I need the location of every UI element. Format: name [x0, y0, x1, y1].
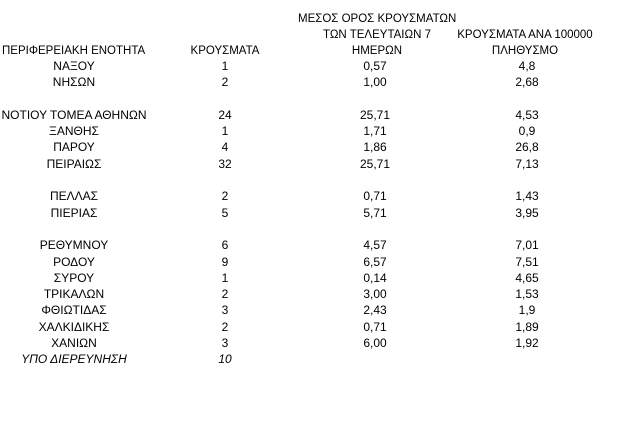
average-cell: 0,14: [363, 270, 387, 285]
per-100000-cell: 1,9: [518, 303, 536, 318]
table-row: [0, 319, 618, 335]
table-row: [0, 74, 618, 90]
average-cell: 1,71: [363, 124, 387, 139]
cases-cell: 32: [218, 156, 232, 171]
per-100000-cell: 0,9: [518, 124, 536, 139]
average-cell: 6,57: [363, 254, 387, 269]
per-100000-cell: 4,53: [515, 107, 539, 122]
region-cell: ΠΙΕΡΙΑΣ: [50, 205, 98, 220]
average-cell: 1,86: [363, 140, 387, 155]
per-100000-cell: 2,68: [515, 75, 539, 90]
table-row: [0, 302, 618, 318]
column-header-line: ΠΛΗΘΥΣΜΟ: [491, 45, 559, 57]
per-100000-cell: 26,8: [515, 140, 539, 155]
average-cell: 0,71: [363, 319, 387, 334]
table-row: [0, 156, 618, 172]
cases-cell: 2: [221, 75, 229, 90]
column-header-cases: ΚΡΟΥΣΜΑΤΑ: [190, 45, 260, 57]
table-row: [0, 205, 618, 221]
cases-cell: 10: [218, 352, 232, 367]
table-row: [0, 254, 618, 270]
average-cell: 5,71: [363, 205, 387, 220]
per-100000-cell: 1,92: [515, 336, 539, 351]
cases-cell: 1: [221, 270, 229, 285]
region-cell: ΠΕΙΡΑΙΩΣ: [46, 156, 102, 171]
column-header-line: ΚΡΟΥΣΜΑΤΑ ΑΝΑ 100000: [457, 29, 593, 41]
average-cell: 25,71: [359, 107, 391, 122]
region-cell: ΧΑΝΙΩΝ: [51, 336, 97, 351]
table-row: [0, 286, 618, 302]
average-cell: 2,43: [363, 303, 387, 318]
blank-row: [0, 172, 618, 188]
cases-cell: 2: [221, 287, 229, 302]
region-cell: ΞΑΝΘΗΣ: [49, 124, 99, 139]
cases-cell: 24: [218, 107, 232, 122]
cases-cell: 4: [221, 140, 229, 155]
average-cell: 3,00: [363, 287, 387, 302]
table-row-under-investigation: [0, 351, 618, 367]
table-body: [0, 58, 618, 368]
per-100000-cell: 3,95: [515, 205, 539, 220]
region-cell: ΤΡΙΚΑΛΩΝ: [43, 287, 105, 302]
column-header-line: ΗΜΕΡΩΝ: [351, 45, 403, 57]
blank-row: [0, 91, 618, 107]
average-cell: 6,00: [363, 336, 387, 351]
cases-cell: 6: [221, 238, 229, 253]
cases-cell: 3: [221, 336, 229, 351]
table-row: [0, 237, 618, 253]
table-row: [0, 58, 618, 74]
region-cell: ΠΕΛΛΑΣ: [49, 189, 99, 204]
region-cell: ΝΗΣΩΝ: [52, 75, 96, 90]
region-cell: ΥΠΟ ΔΙΕΡΕΥΝΗΣΗ: [21, 352, 127, 367]
column-header-cases-per-100000: [448, 27, 602, 59]
per-100000-cell: 7,51: [515, 254, 539, 269]
column-header-seven-day-average: [298, 11, 456, 59]
table-row: [0, 270, 618, 286]
region-cell: ΡΟΔΟΥ: [53, 254, 95, 269]
table-row: [0, 188, 618, 204]
table-row: [0, 123, 618, 139]
per-100000-cell: 7,01: [515, 238, 539, 253]
cases-cell: 5: [221, 205, 229, 220]
average-cell: 0,57: [363, 59, 387, 73]
region-cell: ΠΑΡΟΥ: [53, 140, 95, 155]
column-header-line: ΜΕΣΟΣ ΟΡΟΣ ΚΡΟΥΣΜΑΤΩΝ: [298, 13, 457, 25]
per-100000-cell: 1,89: [515, 319, 539, 334]
table-row: [0, 107, 618, 123]
region-cell: ΦΘΙΩΤΙΔΑΣ: [41, 303, 107, 318]
column-header-line: ΤΩΝ ΤΕΛΕΥΤΑΙΩΝ 7: [323, 29, 431, 41]
region-cell: ΧΑΛΚΙΔΙΚΗΣ: [38, 319, 110, 334]
average-cell: 25,71: [359, 156, 391, 171]
column-header-region: ΠΕΡΙΦΕΡΕΙΑΚΗ ΕΝΟΤΗΤΑ: [2, 45, 146, 57]
cases-cell: 2: [221, 189, 229, 204]
cases-cell: 1: [221, 124, 229, 139]
cases-cell: 9: [221, 254, 229, 269]
per-100000-cell: 4,8: [518, 59, 536, 73]
per-100000-cell: 4,65: [515, 270, 539, 285]
cases-cell: 2: [221, 319, 229, 334]
region-cell: ΝΑΞΟΥ: [53, 59, 95, 73]
per-100000-cell: 1,53: [515, 287, 539, 302]
cases-cell: 1: [221, 59, 229, 73]
region-cell: ΡΕΘΥΜΝΟΥ: [39, 238, 109, 253]
per-100000-cell: 1,43: [515, 189, 539, 204]
average-cell: 4,57: [363, 238, 387, 253]
average-cell: 1,00: [363, 75, 387, 90]
average-cell: 0,71: [363, 189, 387, 204]
blank-row: [0, 221, 618, 237]
region-cell: ΝΟΤΙΟΥ ΤΟΜΕΑ ΑΘΗΝΩΝ: [1, 107, 147, 122]
table-row: [0, 335, 618, 351]
region-cell: ΣΥΡΟΥ: [53, 270, 95, 285]
table-row: [0, 139, 618, 155]
per-100000-cell: 7,13: [515, 156, 539, 171]
cases-cell: 3: [221, 303, 229, 318]
